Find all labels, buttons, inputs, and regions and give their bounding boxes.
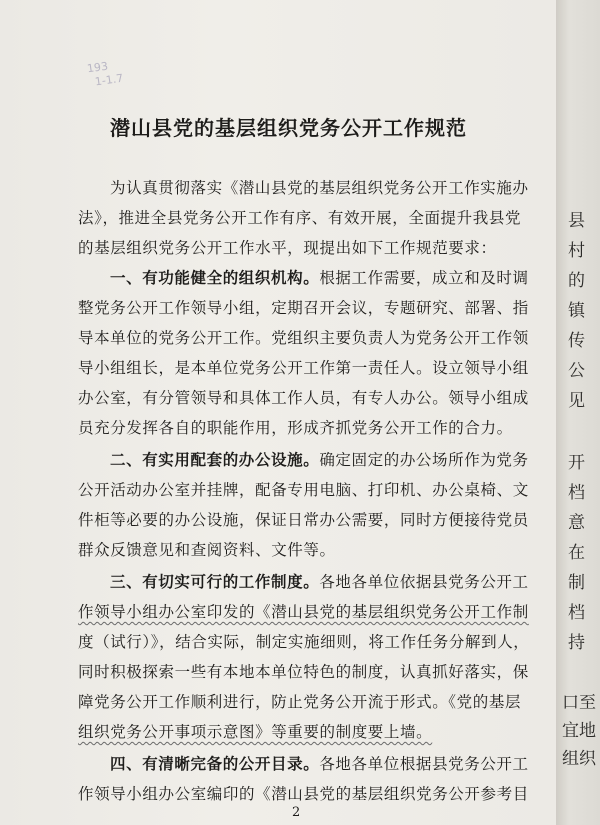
bleed-char: 传	[568, 331, 585, 351]
handwritten-note	[86, 58, 124, 91]
handnote-line-1: 193	[86, 59, 109, 76]
text-line: 件柜等必要的办公设施，保证日常办公需要，同时方便接待党员	[78, 511, 529, 529]
text-line: 办公室，有分管领导和具体工作人员，有专人办公。领导小组成	[78, 389, 529, 407]
text-line	[110, 266, 529, 288]
text-line: 员充分发挥各自的职能作用，形成齐抓党务公开工作的合力。	[78, 419, 513, 437]
bleed-char: 公	[568, 361, 585, 381]
section-heading-2: 二、有实用配套的办公设施。	[110, 450, 320, 469]
text-line: 公开活动办公室并挂牌，配备专用电脑、打印机、办公桌椅、文	[78, 481, 529, 499]
bleed-char: 的	[568, 271, 585, 291]
adjacent-page-edge	[556, 0, 600, 825]
bleed-char: 开	[568, 453, 585, 473]
text-line: 导小组组长，是本单位党务公开工作第一责任人。设立领导小组	[78, 359, 529, 377]
bleed-char: 档	[568, 483, 585, 503]
text-line: 同时积极探索一些有本地本单位特色的制度，认真抓好落实，保	[78, 663, 529, 681]
bleed-char: 档	[568, 603, 585, 623]
text-line: 群众反馈意见和查阅资料、文件等。	[78, 541, 336, 559]
text-line: 障党务公开工作顺利进行，防止党务公开流于形式。《党的基层	[78, 693, 522, 711]
bleed-char: 宜地	[562, 721, 596, 741]
text-line: 组织党务公开事项示意图》等重要的制度要上墙。	[78, 723, 433, 741]
bleed-char: 在	[568, 543, 585, 563]
bleed-char: 组织	[562, 749, 596, 769]
text-line	[110, 752, 529, 774]
bleed-char: 意	[568, 513, 585, 533]
handnote-line-2: 1-1.7	[94, 71, 125, 89]
text-line: 作领导小组办公室印发的《潜山县党的基层组织党务公开工作制	[78, 603, 529, 621]
text-run: 各地各单位依据县党务公开工	[319, 573, 529, 591]
page-number: 2	[292, 805, 301, 820]
section-heading-3: 三、有切实可行的工作制度。	[110, 572, 320, 591]
text-line	[110, 448, 529, 470]
bleed-char: 口至	[562, 693, 596, 713]
text-run: 各地各单位根据县党务公开工	[319, 755, 529, 773]
section-heading-1: 一、有功能健全的组织机构。	[110, 268, 320, 287]
bleed-char: 村	[568, 241, 585, 261]
text-line: 导本单位的党务公开工作。党组织主要负责人为党务公开工作领	[78, 329, 529, 347]
bleed-char: 见	[568, 391, 585, 411]
text-line	[110, 570, 529, 592]
bleed-char: 县	[568, 211, 585, 231]
text-line: 作领导小组办公室编印的《潜山县党的基层组织党务公开参考目	[78, 785, 529, 803]
text-line: 整党务公开工作领导小组，定期召开会议，专题研究、部署、指	[78, 299, 529, 317]
text-line: 法》，推进全县党务公开工作有序、有效开展，全面提升我县党	[78, 209, 522, 227]
page-title: 潜山县党的基层组织党务公开工作规范	[110, 116, 467, 140]
bleed-char: 镇	[568, 301, 585, 321]
bleed-char: 制	[568, 573, 585, 593]
text-line: 度（试行）》，结合实际，制定实施细则，将工作任务分解到人，	[78, 633, 530, 651]
section-heading-4: 四、有清晰完备的公开目录。	[110, 754, 320, 773]
text-line: 的基层组织党务公开工作水平，现提出如下工作规范要求：	[78, 239, 497, 257]
text-run: 根据工作需要，成立和及时调	[319, 269, 529, 287]
text-line: 为认真贯彻落实《潜山县党的基层组织党务公开工作实施办	[110, 179, 529, 197]
bleed-char: 持	[568, 633, 585, 653]
text-run: 确定固定的办公场所作为党务	[319, 451, 529, 469]
